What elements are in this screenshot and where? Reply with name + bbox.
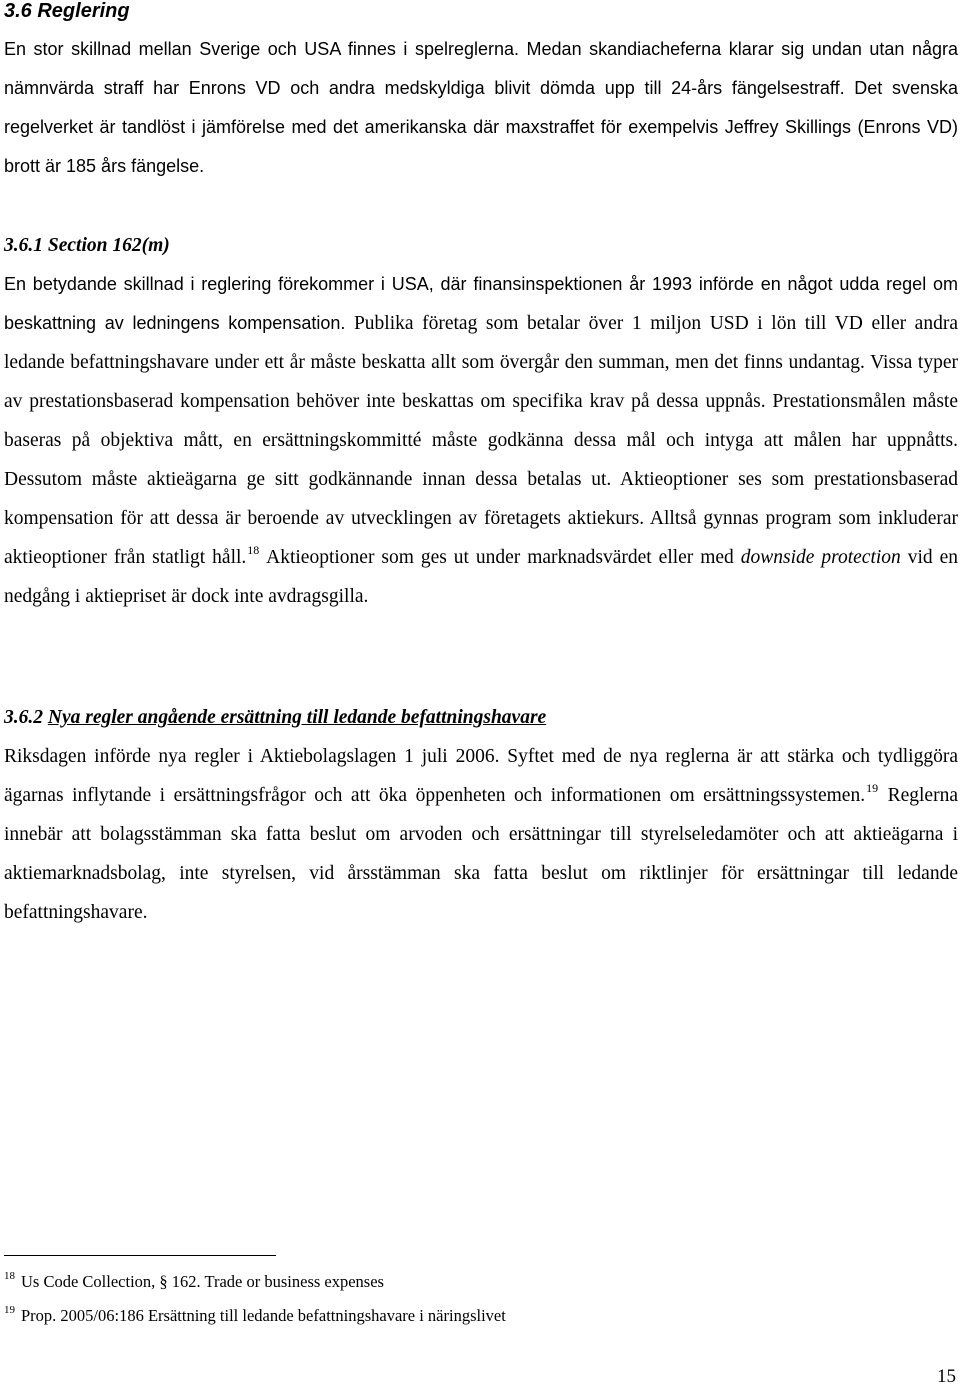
subsection-162m-paragraph	[4, 265, 958, 616]
subsection-new-rules-paragraph	[4, 737, 958, 932]
subsection-162m-text-c: Aktieoptioner som ges ut under marknadsvärdet eller med	[260, 547, 741, 568]
page-number: 15	[937, 1366, 956, 1387]
subsection-heading-number: 3.6.2	[4, 707, 43, 728]
section-paragraph-text: En stor skillnad mellan Sverige och USA finnes i spelreglerna. Medan skandiacheferna klarar sig undan utan några nämnvärda straff har Enrons VD och andra medskyldiga blivit dömda upp till 24-års fängelsestraff. Det svenska regelverket är tandlöst i jämförelse med det amerikanska där maxstraffet för exempelvis Jeffrey Skillings (Enrons VD) brott är 185 års fängelse.	[4, 39, 958, 176]
footnote-separator	[4, 1255, 276, 1256]
footnote-number: 19	[4, 1304, 15, 1316]
footnote-ref-18[interactable]: 18	[247, 543, 260, 557]
section-paragraph	[4, 30, 958, 186]
footnote-ref-19[interactable]: 19	[866, 781, 879, 795]
footnote-text: Us Code Collection, § 162. Trade or business expenses	[21, 1272, 384, 1291]
footnote-number: 18	[4, 1270, 15, 1282]
subsection-162m-text-b: Publika företag som betalar över 1 miljon USD i lön till VD eller andra ledande befattningshavare under ett år måste beskatta allt som övergår den summan, men det finns undantag. Vissa typer av prestationsbaserad kompensation behöver inte beskattas om specifika krav på dessa uppnås. Prestationsmålen måste baseras på objektiva mått, en ersättningskommitté måste godkänna dessa mål och intyga att målen har uppnåtts. Dessutom måste aktieägarna ge sitt godkännande innan dessa betalas ut. Aktieoptioner ses som prestationsbaserad kompensation för att dessa är beroende av utvecklingen av företagets aktiekurs. Alltså gynnas program som inkluderar aktieoptioner från statligt håll.	[4, 313, 958, 568]
footnote-text: Prop. 2005/06:186 Ersättning till ledande befattningshavare i näringslivet	[21, 1306, 506, 1325]
subsection-162m-text-d: vid en nedgång i aktiepriset är dock inte avdragsgilla.	[4, 547, 958, 607]
footnote-18	[4, 1272, 384, 1292]
subsection-heading-title: Nya regler angående ersättning till ledande befattningshavare	[47, 707, 547, 728]
downside-protection-term: downside protection	[740, 547, 901, 568]
subsection-162m-text-a: En betydande skillnad i reglering förekommer i USA, där finansinspektionen år 1993 införde en något udda regel om beskattning av ledningens kompensation.	[4, 274, 958, 333]
subsection-heading-162m: 3.6.1 Section 162(m)	[4, 235, 170, 256]
subsection-heading-new-rules	[4, 706, 546, 730]
footnote-19	[4, 1306, 506, 1326]
section-heading: 3.6 Reglering	[4, 0, 130, 22]
subsection-new-rules-text-a: Riksdagen införde nya regler i Aktiebolagslagen 1 juli 2006. Syftet med de nya reglerna är att stärka och tydliggöra ägarnas inflytande i ersättningsfrågor och att öka öppenheten och informationen om ersättningssystemen.	[4, 746, 958, 806]
subsection-new-rules-text-b: Reglerna innebär att bolagsstämman ska fatta beslut om arvoden och ersättningar till styrelseledamöter och att aktieägarna i aktiemarknadsbolag, inte styrelsen, vid årsstämman ska fatta beslut om riktlinjer för ersättningar till ledande befattningshavare.	[4, 785, 958, 923]
